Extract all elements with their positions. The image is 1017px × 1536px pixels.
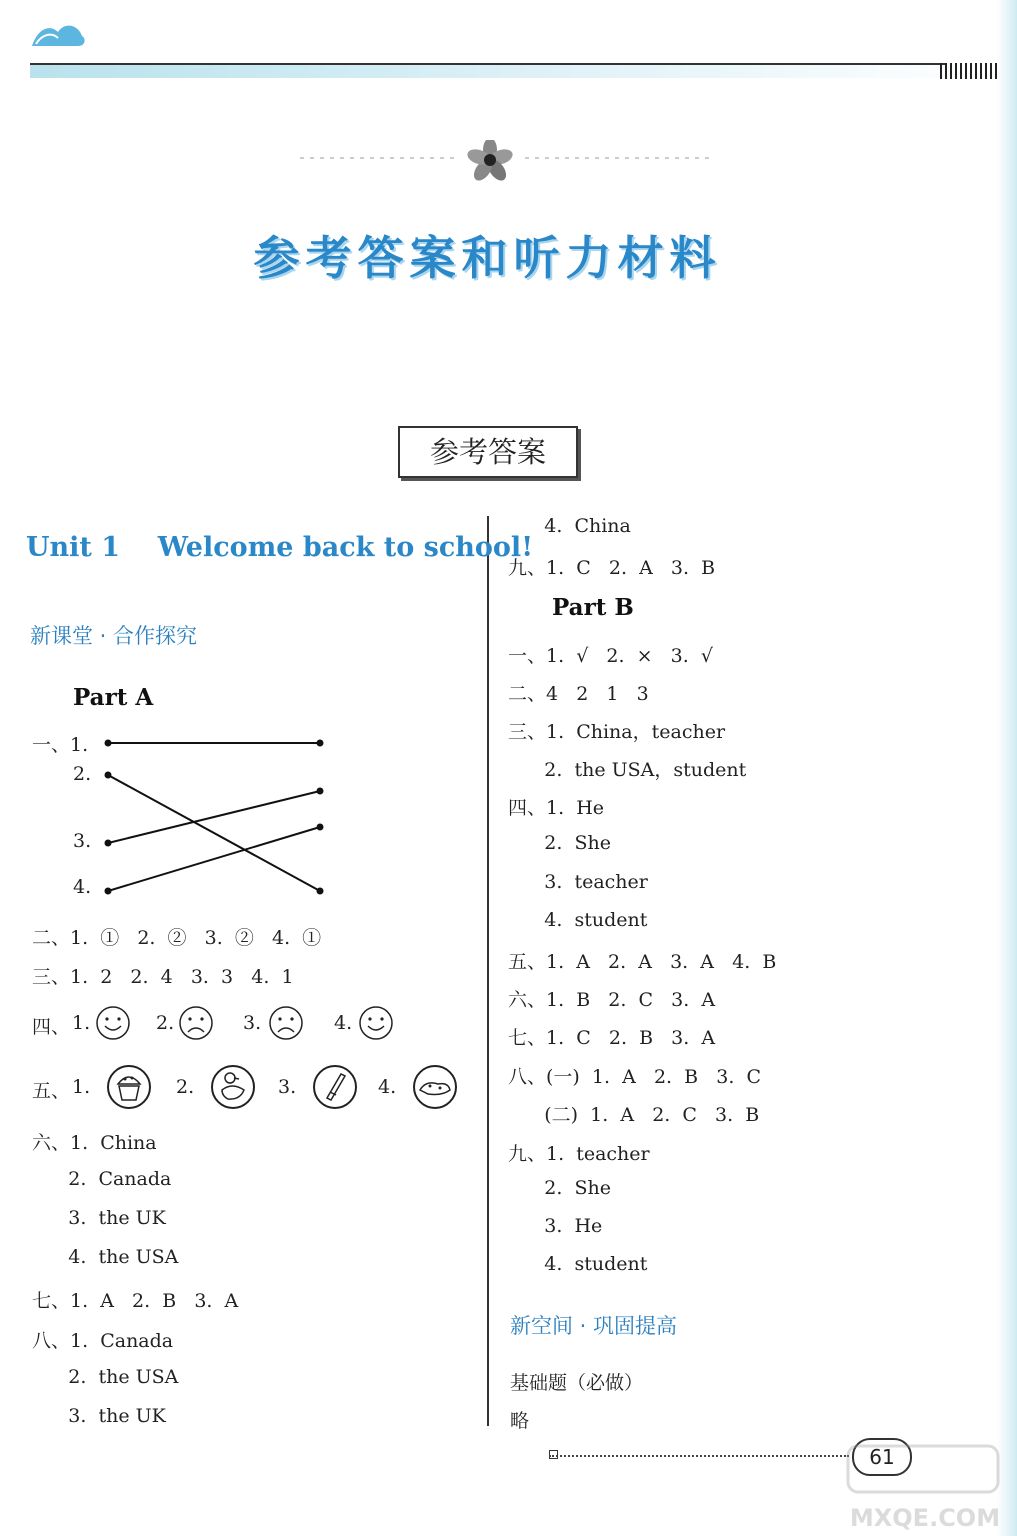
answer-row: 4. student	[508, 1253, 648, 1275]
watermark-logo	[840, 1440, 1010, 1536]
match-label-4: 4.	[73, 876, 92, 898]
answer-row: 八、1. Canada	[32, 1330, 174, 1352]
q4-item-1: 1.	[72, 1012, 91, 1034]
answer-row: 四、1. He	[508, 797, 605, 819]
answer-row: 八、(一) 1. A 2. B 3. C	[508, 1066, 761, 1088]
answer-row: 3. He	[508, 1215, 603, 1237]
answer-row: 2. Canada	[32, 1168, 172, 1190]
duck-icon	[210, 1064, 256, 1110]
answer-row: 二、1. ① 2. ② 3. ② 4. ①	[32, 927, 322, 949]
smile-face-icon	[95, 1005, 131, 1041]
footer-dotted-line	[549, 1455, 849, 1457]
section-heading-right: 新空间 · 巩固提高	[510, 1314, 678, 1338]
answer-row: 2. the USA	[32, 1366, 179, 1388]
q5-item-1: 1.	[72, 1076, 91, 1098]
crayon-icon	[312, 1064, 358, 1110]
answer-row: 七、1. C 2. B 3. A	[508, 1027, 716, 1049]
q5-item-2: 2.	[176, 1076, 195, 1098]
q5-item-3: 3.	[278, 1076, 297, 1098]
answer-row: 2. She	[508, 832, 611, 854]
answer-row: 五、1. A 2. A 3. A 4. B	[508, 951, 777, 973]
answer-row: (二) 1. A 2. C 3. B	[508, 1104, 760, 1126]
section-heading-left: 新课堂 · 合作探究	[30, 624, 198, 648]
match-label-3: 3.	[73, 830, 92, 852]
cloud-logo-icon	[28, 14, 88, 54]
part-b-heading: Part B	[552, 594, 634, 621]
answer-omitted: 略	[510, 1410, 530, 1432]
frown-face-icon	[268, 1005, 304, 1041]
answer-row: 九、1. C 2. A 3. B	[508, 557, 716, 579]
answer-row: 4. student	[508, 909, 648, 931]
q5-item-4: 4.	[378, 1076, 397, 1098]
q4-item-4: 4.	[334, 1012, 353, 1034]
page-number: 61	[852, 1438, 912, 1476]
q5-label: 五、	[32, 1080, 71, 1102]
svg-text:MXQE.COM: MXQE.COM	[849, 1504, 1001, 1532]
unit-title: Unit 1 Welcome back to school!	[26, 532, 534, 563]
answer-row: 2. She	[508, 1177, 611, 1199]
answer-row: 3. the UK	[32, 1207, 166, 1229]
matching-lines	[100, 735, 330, 900]
barcode-icon	[940, 63, 998, 79]
answer-row: 二、4 2 1 3	[508, 683, 649, 705]
match-label-1: 一、1.	[32, 734, 89, 756]
answer-row: 3. teacher	[508, 871, 648, 893]
match-label-2: 2.	[73, 763, 92, 785]
header-rule	[30, 63, 945, 65]
flower-ornament-icon	[300, 140, 720, 190]
dinosaur-icon	[412, 1064, 458, 1110]
answer-row: 七、1. A 2. B 3. A	[32, 1290, 239, 1312]
answer-row: 九、1. teacher	[508, 1143, 650, 1165]
answer-row: 六、1. B 2. C 3. A	[508, 989, 716, 1011]
part-a-heading: Part A	[73, 684, 154, 711]
answer-row: 3. the UK	[32, 1405, 166, 1427]
answer-row: 2. the USA，student	[508, 759, 747, 781]
page-title: 参考答案和听力材料	[253, 231, 722, 285]
smile-face-icon	[358, 1005, 394, 1041]
page-edge-shade	[997, 0, 1017, 1536]
section-title-box: 参考答案	[398, 426, 578, 478]
column-divider	[487, 516, 489, 1426]
q4-item-2: 2.	[156, 1012, 175, 1034]
header-band	[30, 64, 990, 78]
answer-row: 三、1. China，teacher	[508, 721, 726, 743]
answer-row: 一、1. √ 2. × 3. √	[508, 645, 713, 667]
answer-row: 4. the USA	[32, 1246, 179, 1268]
frown-face-icon	[178, 1005, 214, 1041]
answer-row: 六、1. China	[32, 1132, 157, 1154]
cupcake-icon	[106, 1064, 152, 1110]
q4-item-3: 3.	[243, 1012, 262, 1034]
answer-row: 4. China	[508, 515, 631, 537]
answer-row: 三、1. 2 2. 4 3. 3 4. 1	[32, 966, 294, 988]
q4-label: 四、	[32, 1016, 71, 1038]
basic-question-label: 基础题（必做）	[510, 1372, 644, 1394]
